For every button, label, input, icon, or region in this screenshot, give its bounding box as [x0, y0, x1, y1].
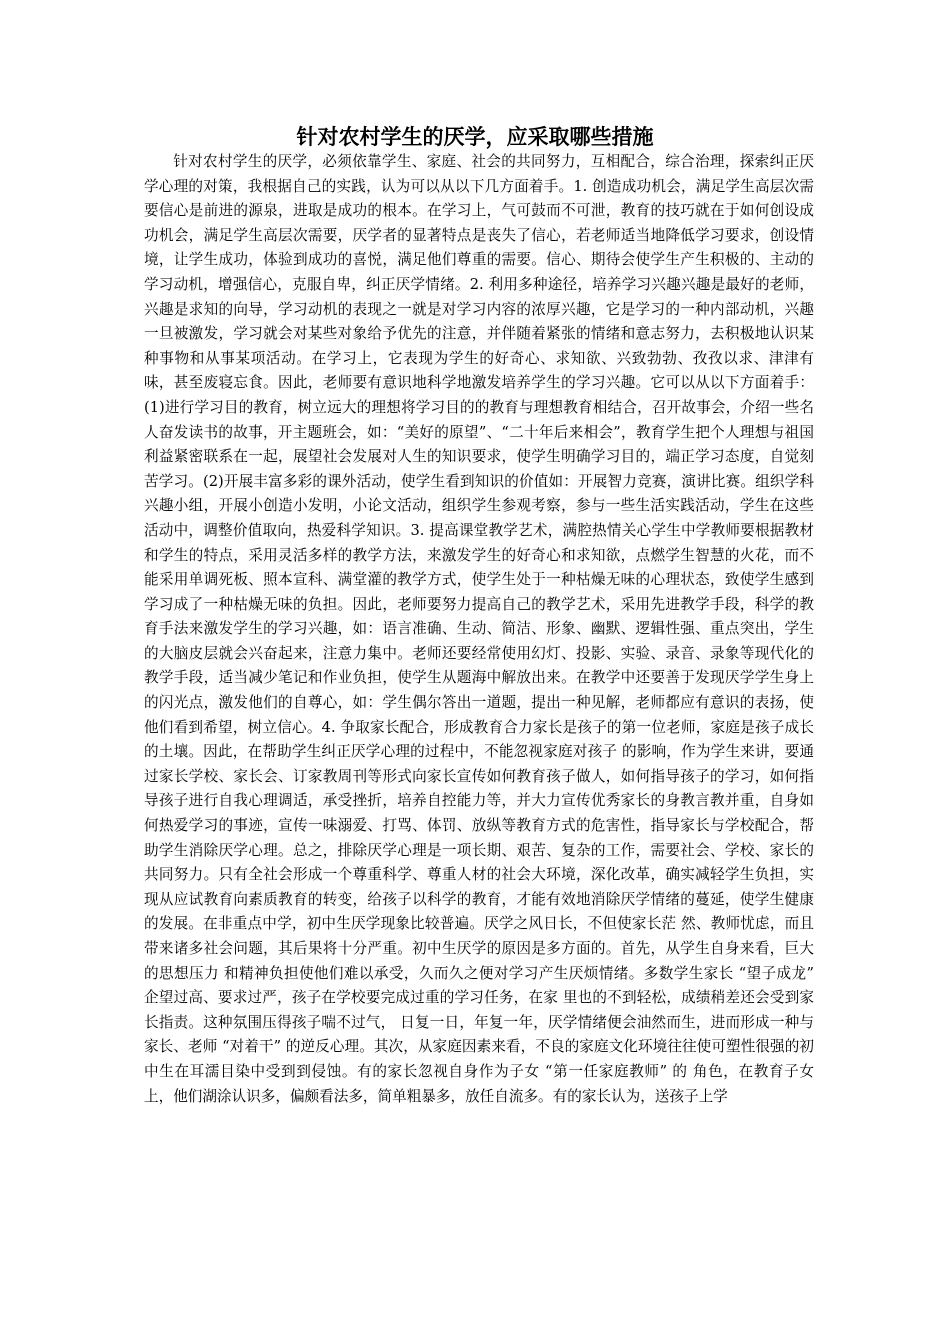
body-paragraph: 针对农村学生的厌学，必须依靠学生、家庭、社会的共同努力，互相配合，综合治理，探索纠正厌学心理的对策，我根据自己的实践，认为可以从以下几方面着手。1. 创造成功机会，满足学生高层次需要信心是前进的源泉，进取是成功的根本。在学习上，气可鼓而不可泄，教育的技巧就在于如何创设成功机会，满足学生高层次需要，厌学者的显著特点是丧失了信心，若老师适当地降低学习要求，创设情境，让学生成功，体验到成功的喜悦，满足他们尊重的需要。信心、期待会使学生产生积极的、主动的学习动机，增强信心，克服自卑，纠正厌学情绪。2. 利用多种途径，培养学习兴趣兴趣是最好的老师，兴趣是求知的向导，学习动机的表现之一就是对学习内容的浓厚兴趣，它是学习的一种内部动机，兴趣一旦被激发，学习就会对某些对象给予优先的注意，并伴随着紧张的情绪和意志努力，去积极地认识某种事物和从事某项活动。在学习上，它表现为学生的好奇心、求知欲、兴致勃勃、孜孜以求、津津有味，甚至废寝忘食。因此，老师要有意识地科学地激发培养学生的学习兴趣。它可以从以下方面着手：(1)进行学习目的教育，树立远大的理想将学习目的的教育与理想教育相结合，召开故事会，介绍一些名人奋发读书的故事，开主题班会，如：“美好的原望”、“二十年后来相会”，教育学生把个人理想与祖国利益紧密联系在一起，展望社会发展对人生的知识要求，使学生明确学习目的，端正学习态度，自觉刻苦学习。(2)开展丰富多彩的课外活动，使学生看到知识的价值如：开展智力竞赛，演讲比赛。组织学科兴趣小组，开展小创造小发明，小论文活动，组织学生参观考察，参与一些生活实践活动，学生在这些活动中，调整价值取向，热爱科学知识。3. 提高课堂教学艺术，满腔热情关心学生中学教师要根据教材和学生的特点，采用灵活多样的教学方法，来激发学生的好奇心和求知欲，点燃学生智慧的火花，而不能采用单调死板、照本宣科、满堂灌的教学方式，使学生处于一种枯燥无味的心理状态，致使学生感到学习成了一种枯燥无味的负担。因此，老师要努力提高自己的教学艺术，采用先进教学手段，科学的教育手法来激发学生的学习兴趣，如：语言准确、生动、简洁、形象、幽默、逻辑性强、重点突出，学生的大脑皮层就会兴奋起来，注意力集中。老师还要经常使用幻灯、投影、实验、录音、录象等现代化的教学手段，适当减少笔记和作业负担，使学生从题海中解放出来。在教学中还要善于发现厌学学生身上的闪光点，激发他们的自尊心，如：学生偶尔答出一道题，提出一种见解，老师都应有意识的表扬，使他们看到希望，树立信心。4. 争取家长配合，形成教育合力家长是孩子的第一位老师，家庭是孩子成长的土壤。因此，在帮助学生纠正厌学心理的过程中，不能忽视家庭对孩子 的影响，作为学生来讲，要通过家长学校、家长会、订家教周刊等形式向家长宣传如何教育孩子做人，如何指导孩子的学习，如何指导孩子进行自我心理调适，承受挫折，培养自控能力等，并大力宣传优秀家长的身教言教并重，自身如何热爱学习的事迹，宣传一味溺爱、打骂、体罚、放纵等教育方式的危害性，指导家长与学校配合，帮助学生消除厌学心理。总之，排除厌学心理是一项长期、艰苦、复杂的工作，需要社会、学校、家长的共同努力。只有全社会形成一个尊重科学、尊重人材的社会大环境，深化改革，确实减轻学生负担，实现从应试教育向素质教育的转变，给孩子以科学的教育，才能有效地消除厌学情绪的蔓延，使学生健康的发展。在非重点中学，初中生厌学现象比较普遍。厌学之风日长，不但使家长茫 然、教师忧虑，而且带来诸多社会问题，其后果将十分严重。初中生厌学的原因是多方面的。首先，从学生自身来看，巨大的思想压力 和精神负担使他们难以承受，久而久之便对学习产生厌烦情绪。多数学生家长 “望子成龙” 企望过高、要求过严，孩子在学校要完成过重的学习任务，在家 里也的不到轻松，成绩稍差还会受到家长指责。这种氛围压得孩子喘不过气， 日复一日，年复一年，厌学情绪便会油然而生，进而形成一种与家长、老师 “对着干” 的逆反心理。其次，从家庭因素来看，不良的家庭文化环境往往使可塑性很强的初中生在耳濡目染中受到到侵蚀。有的家长忽视自身作为子女 “第一任家庭教师” 的 角色，在教育子女上，他们湖涂认识多，偏颇看法多，简单粗暴多，放任自流多。有的家长认为，送孩子上学	[144, 153, 814, 1105]
document-title: 针对农村学生的厌学，应采取哪些措施	[296, 124, 654, 149]
document-body	[144, 150, 814, 1109]
